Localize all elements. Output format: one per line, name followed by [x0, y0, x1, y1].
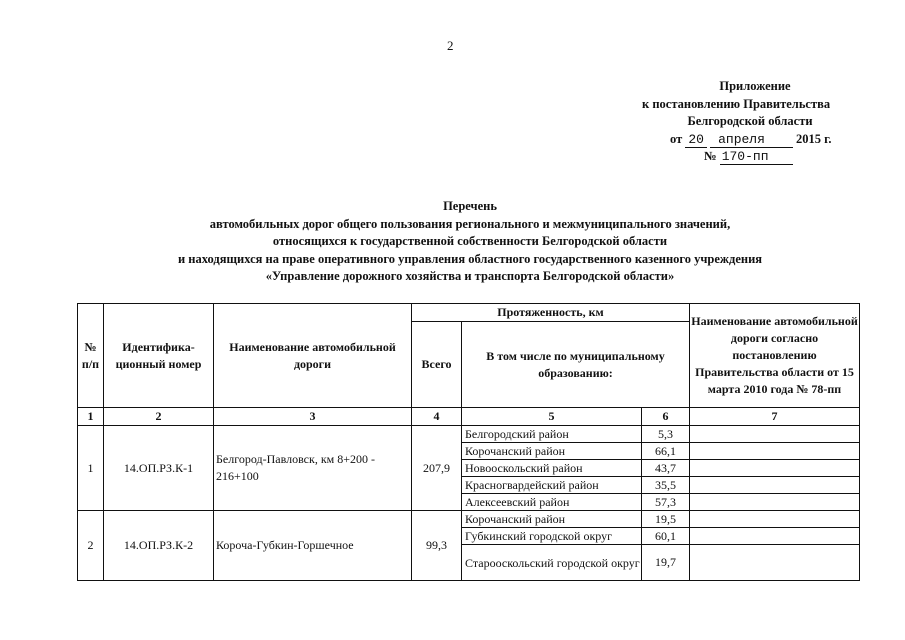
header-length-group: Протяженность, км — [412, 304, 690, 322]
column-index: 7 — [690, 408, 860, 426]
row-total: 99,3 — [412, 511, 462, 581]
district-length: 57,3 — [642, 494, 690, 511]
decree-name-cell — [690, 511, 860, 528]
number-prefix: № — [704, 149, 717, 163]
table-row — [78, 426, 860, 443]
decree-name-cell — [690, 477, 860, 494]
decree-name-cell — [690, 426, 860, 443]
title-line-1: автомобильных дорог общего пользования регионального и межмуниципального значений, — [209, 216, 731, 231]
appendix-region: Белгородской области — [687, 114, 813, 128]
decree-name-cell — [690, 528, 860, 545]
row-id: 14.ОП.РЗ.К-1 — [104, 426, 214, 511]
appendix-label: Приложение — [719, 79, 791, 93]
column-index: 5 — [462, 408, 642, 426]
header-num: № п/п — [78, 304, 104, 408]
date-prefix: от — [670, 131, 683, 146]
header-road-name: Наименование автомобильной дороги — [214, 304, 412, 408]
district-name: Красногвардейский район — [462, 477, 642, 494]
appendix-block — [630, 78, 870, 166]
column-index: 3 — [214, 408, 412, 426]
district-name: Корочанский район — [462, 511, 642, 528]
date-month: апреля — [710, 132, 793, 148]
district-name: Старооскольский городской округ — [462, 545, 642, 581]
page-number: 2 — [447, 38, 454, 53]
roads-table — [77, 303, 860, 581]
district-length: 19,7 — [642, 545, 690, 581]
number-value: 170-пп — [720, 149, 793, 165]
appendix-number — [630, 148, 870, 166]
decree-name-cell — [690, 443, 860, 460]
decree-name-cell — [690, 494, 860, 511]
header-decree-name: Наименование автомобильной дороги согласно постановлению Правительства области от 15 марта 2010 года № 78-пп — [690, 304, 860, 408]
appendix-decree: к постановлению Правительства — [642, 96, 831, 111]
document-title — [90, 198, 850, 286]
row-id: 14.ОП.РЗ.К-2 — [104, 511, 214, 581]
district-length: 5,3 — [642, 426, 690, 443]
title-line-3: и находящихся на праве оперативного управления областного государственного казенного учреждения — [177, 251, 763, 266]
district-name: Белгородский район — [462, 426, 642, 443]
row-num: 2 — [78, 511, 104, 581]
date-year: 2015 г. — [796, 131, 832, 146]
column-index: 1 — [78, 408, 104, 426]
header-total: Всего — [412, 322, 462, 408]
title-heading: Перечень — [443, 199, 497, 213]
header-including: В том числе по муниципальному образованию: — [462, 322, 690, 408]
district-name: Губкинский городской округ — [462, 528, 642, 545]
column-index: 4 — [412, 408, 462, 426]
column-index: 6 — [642, 408, 690, 426]
table-row — [78, 511, 860, 528]
title-line-2: относящихся к государственной собственности Белгородской области — [272, 234, 668, 248]
date-day: 20 — [685, 132, 707, 148]
district-name: Корочанский район — [462, 443, 642, 460]
district-length: 43,7 — [642, 460, 690, 477]
row-road-name: Короча-Губкин-Горшечное — [214, 511, 412, 581]
row-road-name: Белгород-Павловск, км 8+200 - 216+100 — [214, 426, 412, 511]
district-name: Новооскольский район — [462, 460, 642, 477]
column-index: 2 — [104, 408, 214, 426]
appendix-date — [630, 131, 870, 149]
header-id: Идентифика- ционный номер — [104, 304, 214, 408]
district-name: Алексеевский район — [462, 494, 642, 511]
district-length: 35,5 — [642, 477, 690, 494]
district-length: 60,1 — [642, 528, 690, 545]
district-length: 66,1 — [642, 443, 690, 460]
row-num: 1 — [78, 426, 104, 511]
decree-name-cell — [690, 545, 860, 581]
row-total: 207,9 — [412, 426, 462, 511]
title-line-4: «Управление дорожного хозяйства и транспорта Белгородской области» — [265, 269, 675, 283]
decree-name-cell — [690, 460, 860, 477]
district-length: 19,5 — [642, 511, 690, 528]
